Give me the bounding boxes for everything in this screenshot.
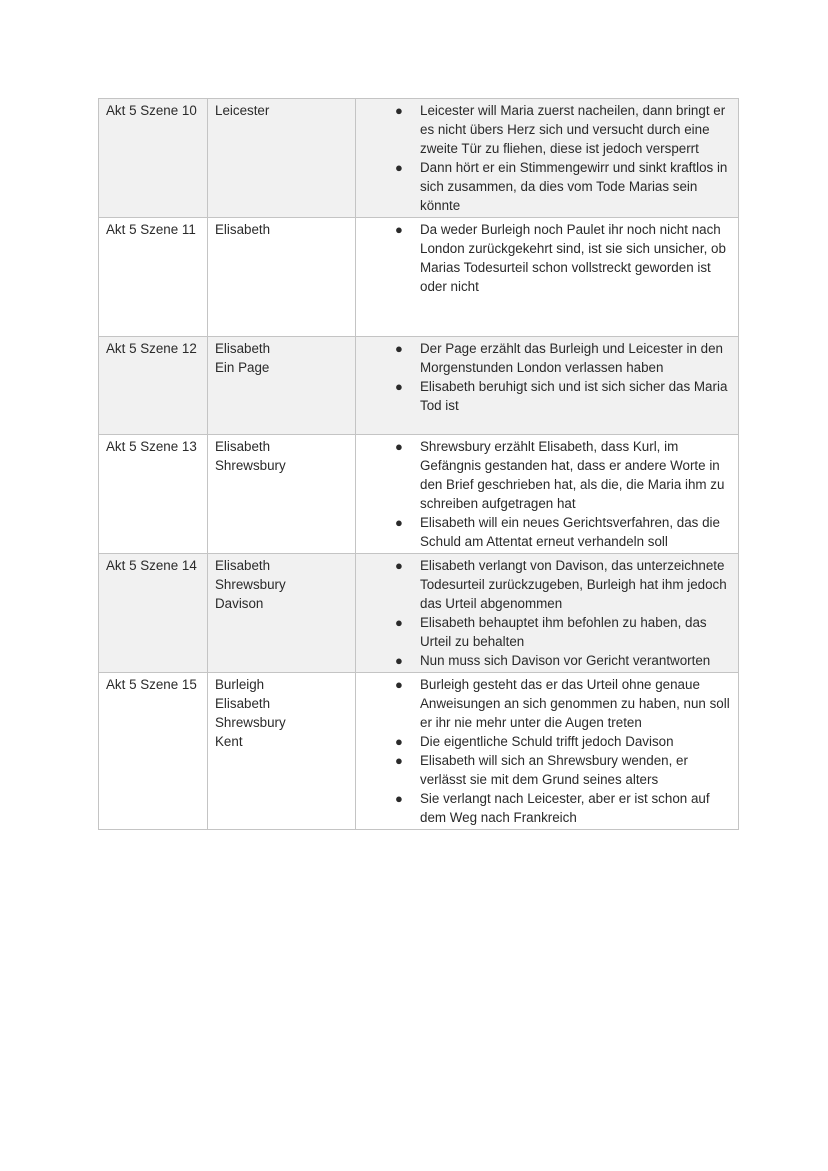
act-cell: Akt 5 Szene 15 [99,673,208,830]
list-item [395,675,731,732]
list-item-text: Der Page erzählt das Burleigh und Leicester in den Morgenstunden London verlassen haben [420,341,723,375]
characters-cell [208,337,356,435]
list-item-text: Sie verlangt nach Leicester, aber er ist schon auf dem Weg nach Frankreich [420,791,710,825]
bullet-icon: ● [395,439,403,454]
table-row [99,435,739,554]
character-name: Elisabeth [215,222,271,237]
character-name: Shrewsbury [215,577,286,592]
bullet-icon: ● [395,341,403,356]
list-item [395,789,731,827]
bullet-icon: ● [395,160,403,175]
bullet-icon: ● [395,222,403,237]
scene-table [98,98,739,830]
list-item [395,613,731,651]
list-item-text: Leicester will Maria zuerst nacheilen, dann bringt er es nicht übers Herz sich und versucht durch eine zweite Tür zu fliehen, diese ist jedoch versperrt [420,103,726,156]
list-item-text: Elisabeth verlangt von Davison, das unterzeichnete Todesurteil zurückzugeben, Burleigh hat ihm jedoch das Urteil abgenommen [420,558,727,611]
list-item-text: Elisabeth will ein neues Gerichtsverfahren, das die Schuld am Attentat erneut verhandeln soll [420,515,720,549]
bullet-list [363,556,731,670]
bullet-list [363,101,731,215]
content-cell [356,218,739,337]
list-item-text: Elisabeth will sich an Shrewsbury wenden, er verlässt sie mit dem Grund seines alters [420,753,688,787]
scene-table-body [99,99,739,830]
character-name: Shrewsbury [215,715,286,730]
document-page [98,98,738,830]
list-item [395,158,731,215]
bullet-icon: ● [395,753,403,768]
content-cell [356,554,739,673]
character-name: Ein Page [215,360,270,375]
bullet-list [363,437,731,551]
act-cell: Akt 5 Szene 14 [99,554,208,673]
character-name: Davison [215,596,264,611]
list-item [395,377,731,415]
characters-cell [208,99,356,218]
content-cell [356,337,739,435]
bullet-icon: ● [395,379,403,394]
list-item-text: Elisabeth beruhigt sich und ist sich sicher das Maria Tod ist [420,379,728,413]
bullet-icon: ● [395,734,403,749]
list-item [395,220,731,296]
character-name: Elisabeth [215,696,271,711]
characters-cell [208,435,356,554]
table-row [99,554,739,673]
list-item-text: Shrewsbury erzählt Elisabeth, dass Kurl, im Gefängnis gestanden hat, dass er andere Worte in den Brief geschrieben hat, als die, die Maria ihm zu schreiben aufgetragen hat [420,439,725,511]
bullet-icon: ● [395,677,403,692]
character-name: Elisabeth [215,558,271,573]
character-name: Elisabeth [215,341,271,356]
content-cell [356,435,739,554]
table-row [99,673,739,830]
list-item-text: Da weder Burleigh noch Paulet ihr noch nicht nach London zurückgekehrt sind, ist sie sich unsicher, ob Marias Todesurteil schon vollstreckt geworden ist oder nicht [420,222,726,294]
content-cell [356,673,739,830]
character-name: Leicester [215,103,270,118]
characters-cell [208,218,356,337]
bullet-icon: ● [395,103,403,118]
bullet-list [363,339,731,415]
character-name: Shrewsbury [215,458,286,473]
list-item [395,513,731,551]
list-item-text: Dann hört er ein Stimmengewirr und sinkt kraftlos in sich zusammen, da dies vom Tode Marias sein könnte [420,160,728,213]
bullet-icon: ● [395,653,403,668]
list-item-text: Nun muss sich Davison vor Gericht verantworten [420,653,711,668]
act-cell: Akt 5 Szene 10 [99,99,208,218]
characters-cell [208,554,356,673]
act-cell: Akt 5 Szene 13 [99,435,208,554]
list-item [395,437,731,513]
list-item-text: Die eigentliche Schuld trifft jedoch Davison [420,734,674,749]
bullet-icon: ● [395,515,403,530]
character-name: Elisabeth [215,439,271,454]
table-row [99,337,739,435]
list-item [395,732,731,751]
bullet-icon: ● [395,791,403,806]
table-row [99,218,739,337]
table-row [99,99,739,218]
character-name: Kent [215,734,243,749]
list-item-text: Elisabeth behauptet ihm befohlen zu haben, das Urteil zu behalten [420,615,707,649]
bullet-icon: ● [395,558,403,573]
list-item-text: Burleigh gesteht das er das Urteil ohne genaue Anweisungen an sich genommen zu haben, nun soll er ihr nie mehr unter die Augen treten [420,677,730,730]
act-cell: Akt 5 Szene 12 [99,337,208,435]
list-item [395,101,731,158]
bullet-icon: ● [395,615,403,630]
characters-cell [208,673,356,830]
list-item [395,651,731,670]
list-item [395,339,731,377]
character-name: Burleigh [215,677,265,692]
bullet-list [363,675,731,827]
list-item [395,751,731,789]
act-cell: Akt 5 Szene 11 [99,218,208,337]
bullet-list [363,220,731,296]
content-cell [356,99,739,218]
list-item [395,556,731,613]
